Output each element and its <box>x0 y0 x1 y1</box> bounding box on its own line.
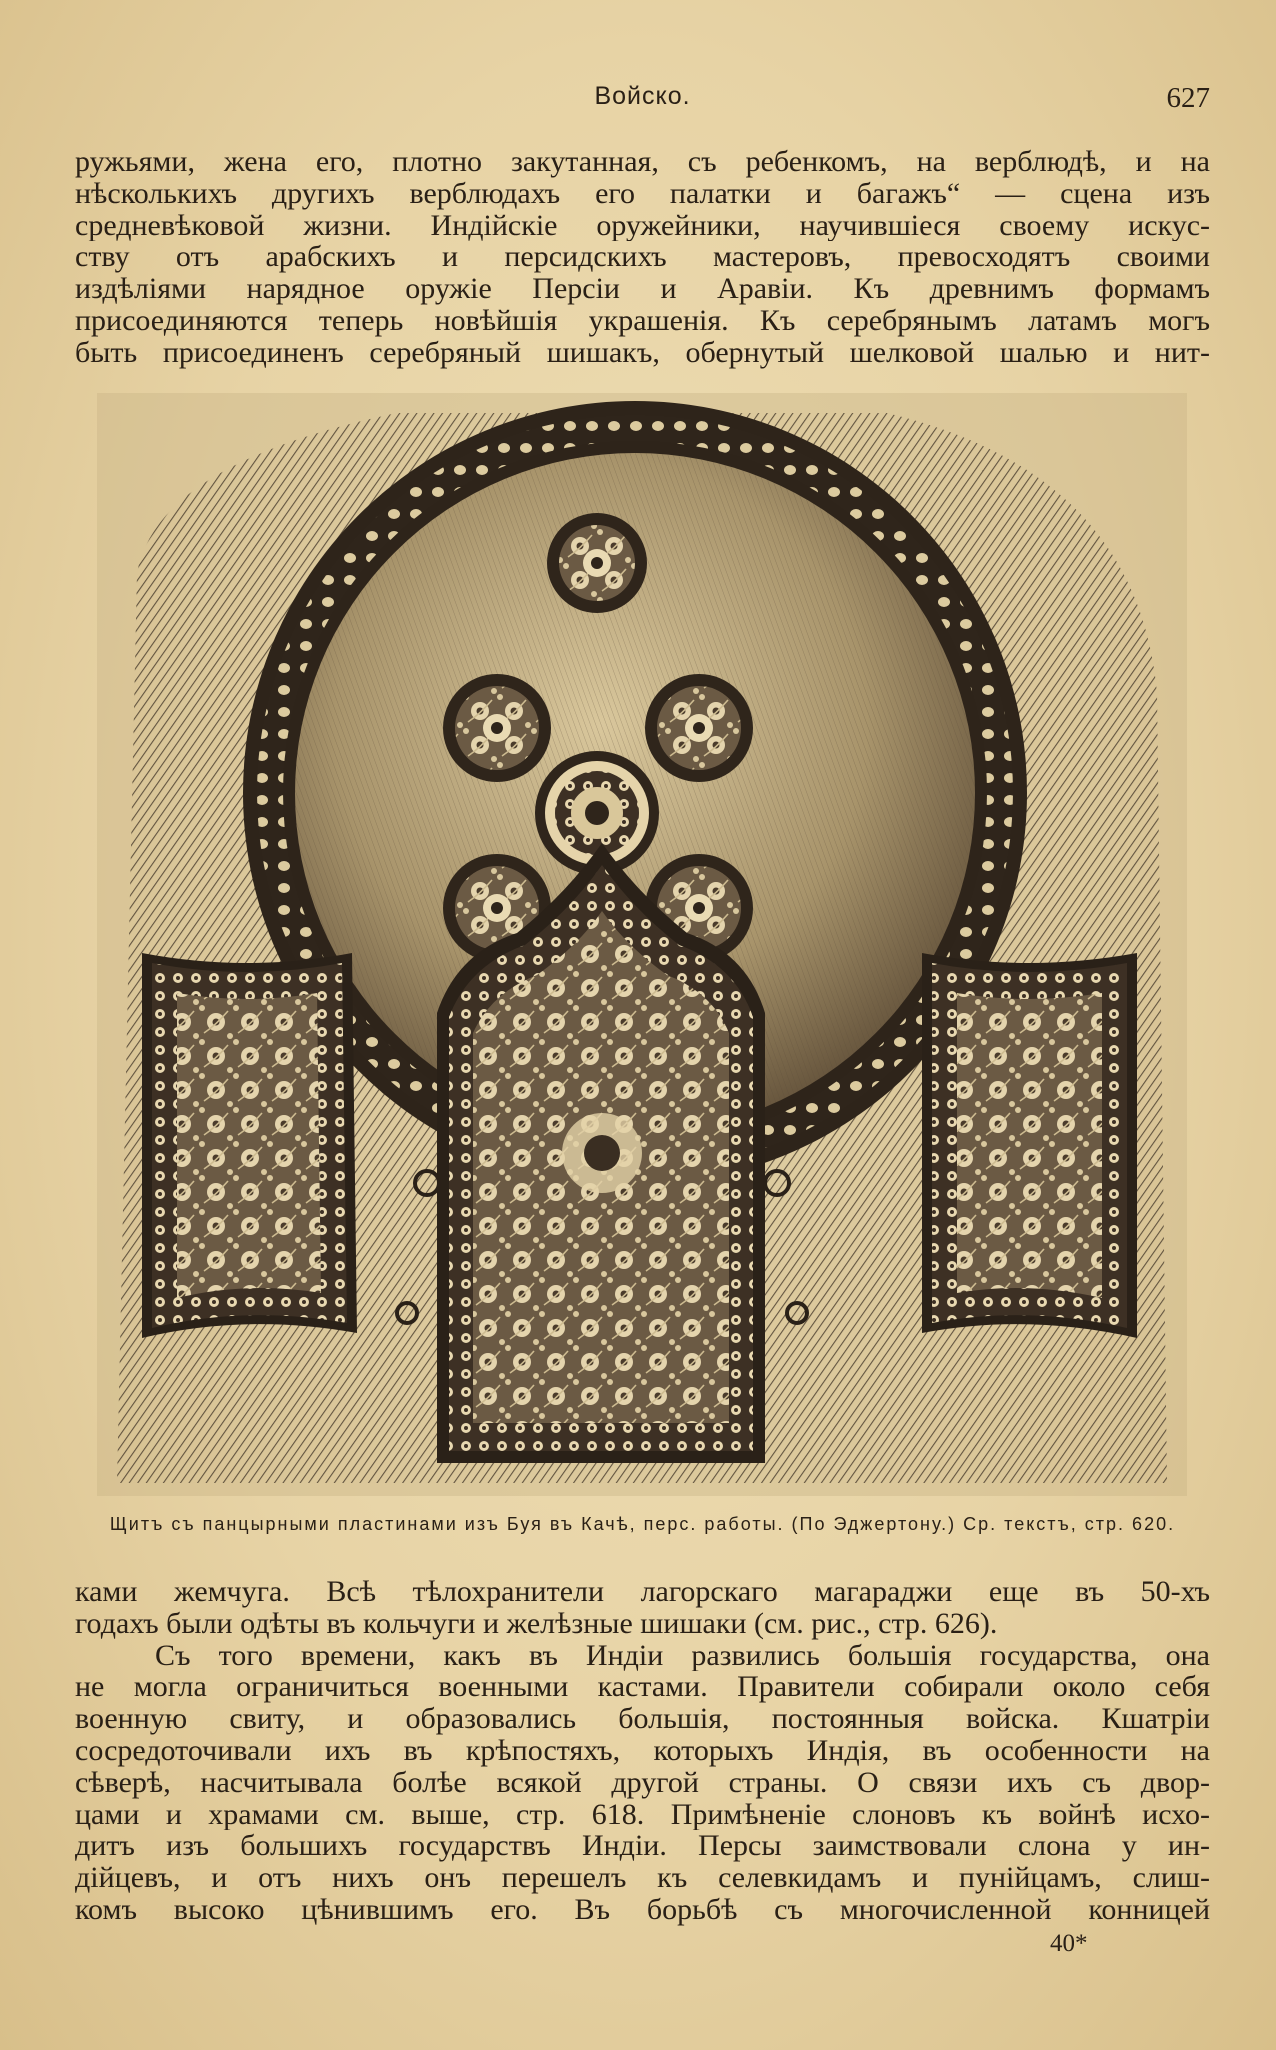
page-number: 627 <box>1166 82 1210 114</box>
top-paragraph <box>75 146 1210 369</box>
text-line: комъ высоко цѣнившимъ его. Въ борьбѣ съ многочисленной конницей <box>75 1893 1210 1926</box>
text-line: присоединяются теперь новѣйшія украшенія. Къ серебрянымъ латамъ могъ <box>75 304 1210 337</box>
text-line: ками жемчуга. Всѣ тѣлохранители лагорскаго магараджи еще въ 50-хъ <box>75 1576 1210 1608</box>
text-line: дійцевъ, и отъ нихъ онъ перешелъ къ селевкидамъ и пунійцамъ, слиш- <box>75 1862 1210 1894</box>
text-line: сѣверѣ, насчитывала болѣе всякой другой страны. О связи ихъ съ двор- <box>75 1766 1210 1799</box>
printer-signature-mark: 40* <box>1050 1930 1088 1957</box>
text-line: нѣсколькихъ другихъ верблюдахъ его палатки и багажъ“ — сцена изъ <box>75 177 1210 210</box>
bottom-paragraphs <box>75 1576 1210 1926</box>
shield-engraving-svg <box>97 393 1187 1496</box>
page-header <box>75 82 1210 122</box>
text-line: ружьями, жена его, плотно закутанная, съ ребенкомъ, на верблюдѣ, и на <box>75 146 1210 178</box>
text-line: средневѣковой жизни. Индійскіе оружейники, научившіеся своему искус- <box>75 209 1210 242</box>
right-armour-plate <box>922 953 1137 1338</box>
text-line: быть присоединенъ серебряный шишакъ, обернутый шелковой шалью и нит- <box>75 336 1210 369</box>
figure-caption: Щитъ съ панцырными пластинами изъ Буя въ Качѣ, перс. работы. (По Эджертону.) Ср. текстъ, стр. 620. <box>109 1514 1176 1534</box>
text-line: не могла ограничиться военными кастами. Правители собирали около себя <box>75 1671 1210 1704</box>
text-line: ству отъ арабскихъ и персидскихъ мастеровъ, превосходятъ своими <box>75 241 1210 274</box>
text-line: издѣліями нарядное оружіе Персіи и Аравіи. Къ древнимъ формамъ <box>75 273 1210 305</box>
text-line: сосредоточивали ихъ въ крѣпостяхъ, которыхъ Индія, въ особенности на <box>75 1734 1210 1767</box>
text-line: дитъ изъ большихъ государствъ Индіи. Персы заимствовали слона у ин- <box>75 1830 1210 1863</box>
engraving-shield-illustration <box>97 393 1187 1496</box>
text-line: военную свиту, и образовались большія, постоянныя войска. Кшатріи <box>75 1703 1210 1735</box>
running-head: Войско. <box>594 82 691 110</box>
left-armour-plate <box>142 953 357 1338</box>
text-line: Съ того времени, какъ въ Индіи развились большія государства, она <box>155 1639 1210 1672</box>
text-line: цами и храмами см. выше, стр. 618. Примѣненіе слоновъ къ войнѣ исхо- <box>75 1798 1210 1831</box>
text-line: годахъ были одѣты въ кольчуги и желѣзные шишаки (см. рис., стр. 626). <box>75 1607 998 1640</box>
